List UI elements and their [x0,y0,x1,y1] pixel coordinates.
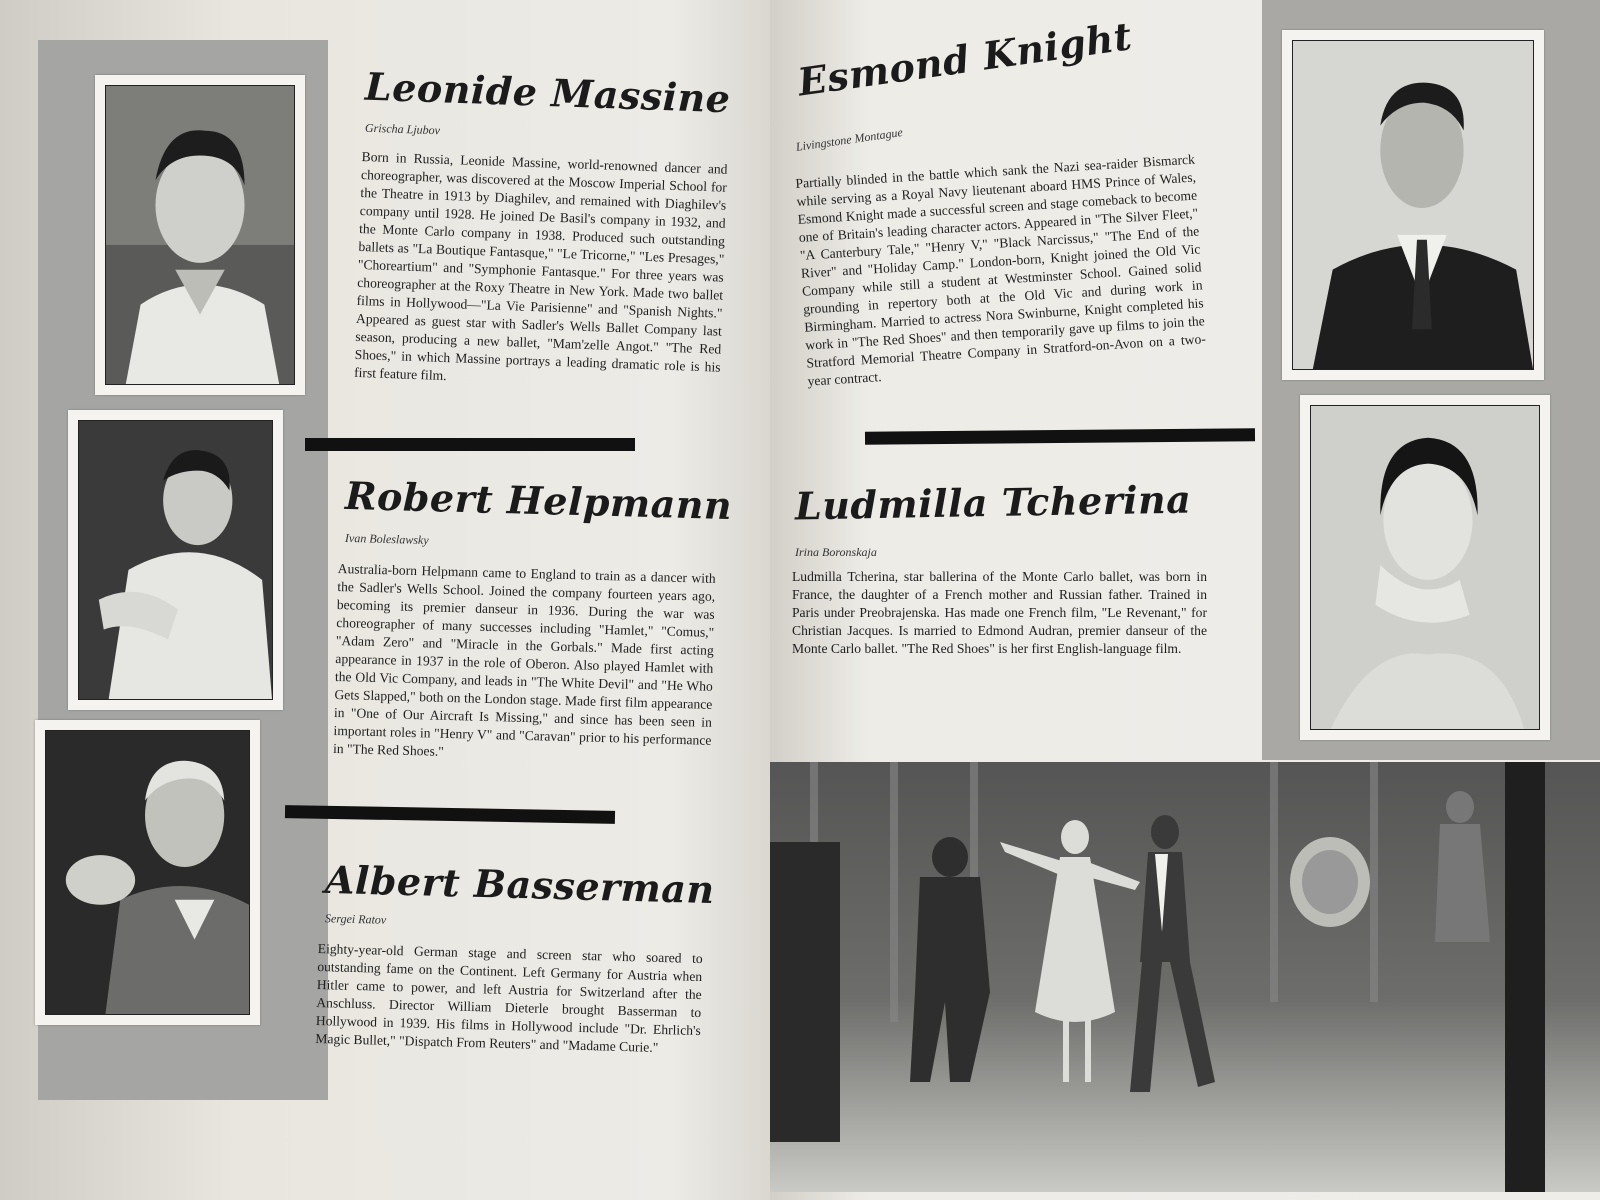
portrait-knight-image [1292,40,1534,370]
left-page [0,0,790,1200]
profile-role: Ivan Boleslawsky [344,530,429,548]
section-divider [285,805,615,824]
profile-bio: Born in Russia, Leonide Massine, world-renowned dancer and choreographer, was discovered at the Moscow Imperial School for the Theatre in 1913 by Diaghilev, and remained with Diaghilev's company until 1928. He joined De Basil's company in 1932, and the Monte Carlo company in 1938. Produced such outstanding ballets as "La Boutique Fantasque," "Le Tricorne," "Les Presages," "Choreartium" and "Symphonie Fantasque." For three years was choreographer at the Roxy Theatre in New York. Made two ballet films in Hollywood—"La Vie Parisienne" and "Spanish Nights." Appeared as guest star with Sadler's Wells Ballet Company last season, producing a new ballet, "Mam'zelle Angot." "The Red Shoes," in which Massine portrays a leading dramatic role is his first feature film. [353,148,728,384]
profile-role: Sergei Ratov [324,911,387,927]
portrait-helpmann-image [78,420,273,700]
profile-name: Robert Helpmann [344,472,733,529]
profile-bio: Eighty-year-old German stage and screen star who soared to outstanding fame on the Continent. Left Germany for Austria when Hitler came to power, and left Austria for Switzerland after the Anschluss. Director William Dieterle brought Basserman to Hollywood in 1939. His films in Hollywood include "Dr. Ehrlich's Magic Bullet," "Dispatch From Reuters" and "Madame Curie." [315,940,703,1055]
profile-bio: Ludmilla Tcherina, star ballerina of the Monte Carlo ballet, was born in France, the daughter of a French mother and Russian father. Trained in Paris under Preobrajenska. Has made one French film, "Le Revenant," for Christian Jacques. Is married to Edmond Audran, premier danseur of the Monte Carlo ballet. "The Red Shoes" is her first English-language film. [792,569,1207,656]
profile-name: Albert Basserman [324,856,716,913]
profile-role: Grischa Ljubov [364,120,441,138]
profile-role: Irina Boronskaja [795,545,877,559]
profile-role: Livingstone Montague [795,125,904,154]
portrait-tcherina-image [1310,405,1540,730]
section-divider [865,428,1255,444]
portrait-tcherina [1300,395,1550,740]
ballet-scene-photo [770,762,1600,1192]
section-divider [305,438,635,451]
portrait-knight [1282,30,1544,380]
portrait-massine [95,75,305,395]
profile-name: Ludmilla Tcherina [794,476,1192,529]
profile-bio: Partially blinded in the battle which sank the Nazi sea-raider Bismarck while serving as a Royal Navy lieutenant aboard HMS Prince of Wales, Esmond Knight made a successful screen and stage comeback to become one of Britain's leading character actors. Appeared in "The Silver Fleet," "A Canterbury Tale," "Henry V," "Black Narcissus," "The End of the River" and "Holiday Camp." London-born, Knight joined the Old Vic Company while still a student at Westminster School. Gained solid grounding in repertory both at the Old Vic and during work in Birmingham. Married to actress Nora Swinburne, Knight completed his work in "The Red Shoes" and then temporarily gave up films to join the Stratford Memorial Theatre Company in Stratford-on-Avon on a two-year contract. [795,151,1207,389]
profile-bio: Australia-born Helpmann came to England to train as a dancer with the Sadler's Wells School. Joined the company fourteen years ago, becoming its premier danseur in 1936. During the war was choreographer of many successes including "Hamlet," "Comus," "Adam Zero" and "Miracle in the Gorbals." Made first acting appearance in 1937 in the role of Oberon. Also played Hamlet with the Old Vic Company, and leads in "The White Devil" and "He Who Gets Slapped," both on the London stage. Made first film appearance in "One of Our Aircraft Is Missing," and since has been seen in important roles in "Henry V" and "Caravan" prior to his performance in "The Red Shoes." [332,560,716,759]
portrait-basserman [35,720,260,1025]
profile-name: Leonide Massine [364,63,732,122]
profile-name: Esmond Knight [795,13,1135,105]
portrait-helpmann [68,410,283,710]
portrait-basserman-image [45,730,250,1015]
portrait-massine-image [105,85,295,385]
